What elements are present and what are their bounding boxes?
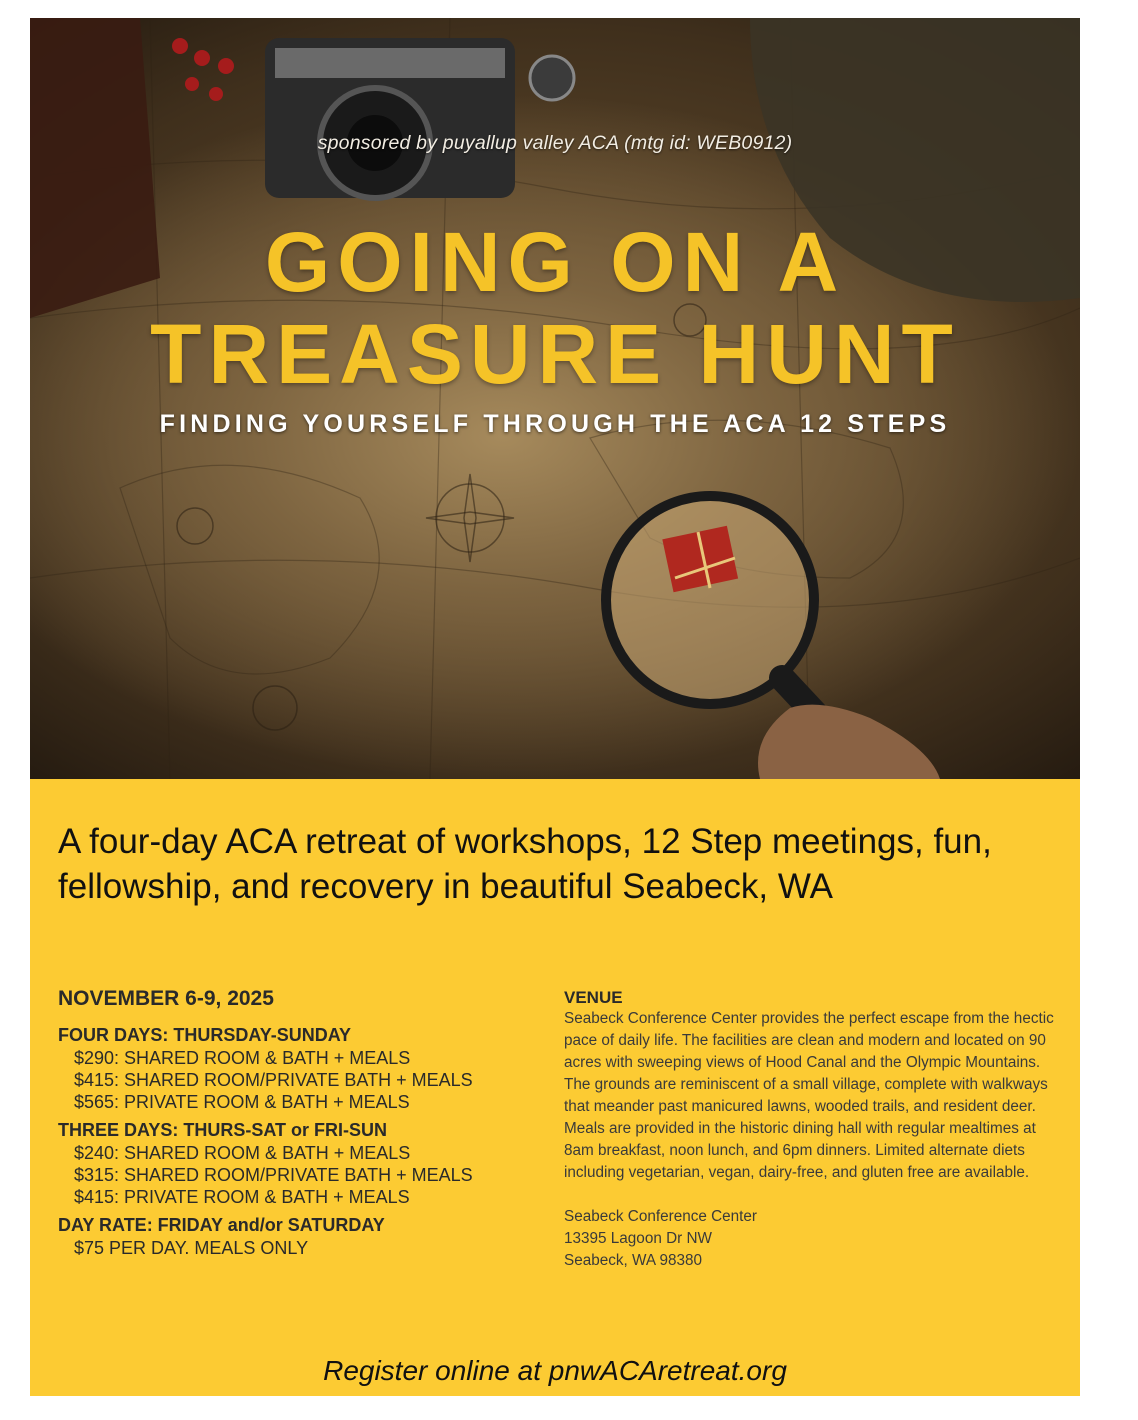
- title-line-1: GOING ON A: [264, 215, 846, 309]
- hero-image: [30, 18, 1080, 779]
- rate-line: $415: PRIVATE ROOM & BATH + MEALS: [74, 1187, 410, 1207]
- main-title: [30, 216, 1080, 400]
- group-title: FOUR DAYS: THURSDAY-SUNDAY: [58, 1025, 352, 1045]
- rate-line: $290: SHARED ROOM & BATH + MEALS: [74, 1048, 411, 1068]
- three-days-group: [58, 1119, 558, 1208]
- venue-description: Seabeck Conference Center provides the perfect escape from the hectic pace of daily life. The facilities are clean and modern and located on 90 acres with sweeping views of Hood Canal and the Olympic Mountains. The grounds are reminiscent of a small village, complete with walkways that meander past manicured lawns, wooded trails, and resident deer. Meals are provided in the historic dining hall with regular mealtimes at 8am breakfast, noon lunch, and 6pm dinners. Limited alternate diets including vegetarian, vegan, dairy-free, and gluten free are available.: [564, 1010, 1054, 1181]
- venue-heading: VENUE: [564, 988, 623, 1007]
- title-line-2: TREASURE HUNT: [150, 307, 960, 401]
- rate-line: $315: SHARED ROOM/PRIVATE BATH + MEALS: [74, 1165, 473, 1185]
- compass-icon: [530, 56, 574, 100]
- rate-line: $415: SHARED ROOM/PRIVATE BATH + MEALS: [74, 1070, 473, 1090]
- retreat-flyer: [30, 18, 1080, 1396]
- group-title: DAY RATE: FRIDAY and/or SATURDAY: [58, 1215, 385, 1235]
- address-line: Seabeck, WA 98380: [564, 1252, 703, 1269]
- red-beads: [172, 38, 234, 101]
- event-date: NOVEMBER 6-9, 2025: [58, 987, 274, 1010]
- rate-line: $75 PER DAY. MEALS ONLY: [74, 1238, 309, 1258]
- group-title: THREE DAYS: THURS-SAT or FRI-SUN: [58, 1120, 388, 1140]
- hand: [758, 705, 940, 779]
- camera-icon: [265, 38, 515, 198]
- address-line: Seabeck Conference Center: [564, 1208, 758, 1225]
- address-line: 13395 Lagoon Dr NW: [564, 1230, 712, 1247]
- day-rate-group: [58, 1214, 558, 1259]
- venue-address: [564, 1206, 1059, 1272]
- info-panel: [30, 779, 1080, 1396]
- subtitle: FINDING YOURSELF THROUGH THE ACA 12 STEPS: [159, 410, 951, 438]
- venue-section: [564, 987, 1059, 1272]
- rate-line: $565: PRIVATE ROOM & BATH + MEALS: [74, 1092, 410, 1112]
- register-link[interactable]: Register online at pnwACAretreat.org: [323, 1355, 787, 1386]
- sponsor-line: sponsored by puyallup valley ACA (mtg id: WEB0912): [317, 132, 793, 154]
- pricing-section: [58, 987, 558, 1265]
- four-days-group: [58, 1024, 558, 1113]
- rate-line: $240: SHARED ROOM & BATH + MEALS: [74, 1143, 411, 1163]
- intro-text: A four-day ACA retreat of workshops, 12 Step meetings, fun, fellowship, and recovery in beautiful Seabeck, WA: [58, 822, 992, 906]
